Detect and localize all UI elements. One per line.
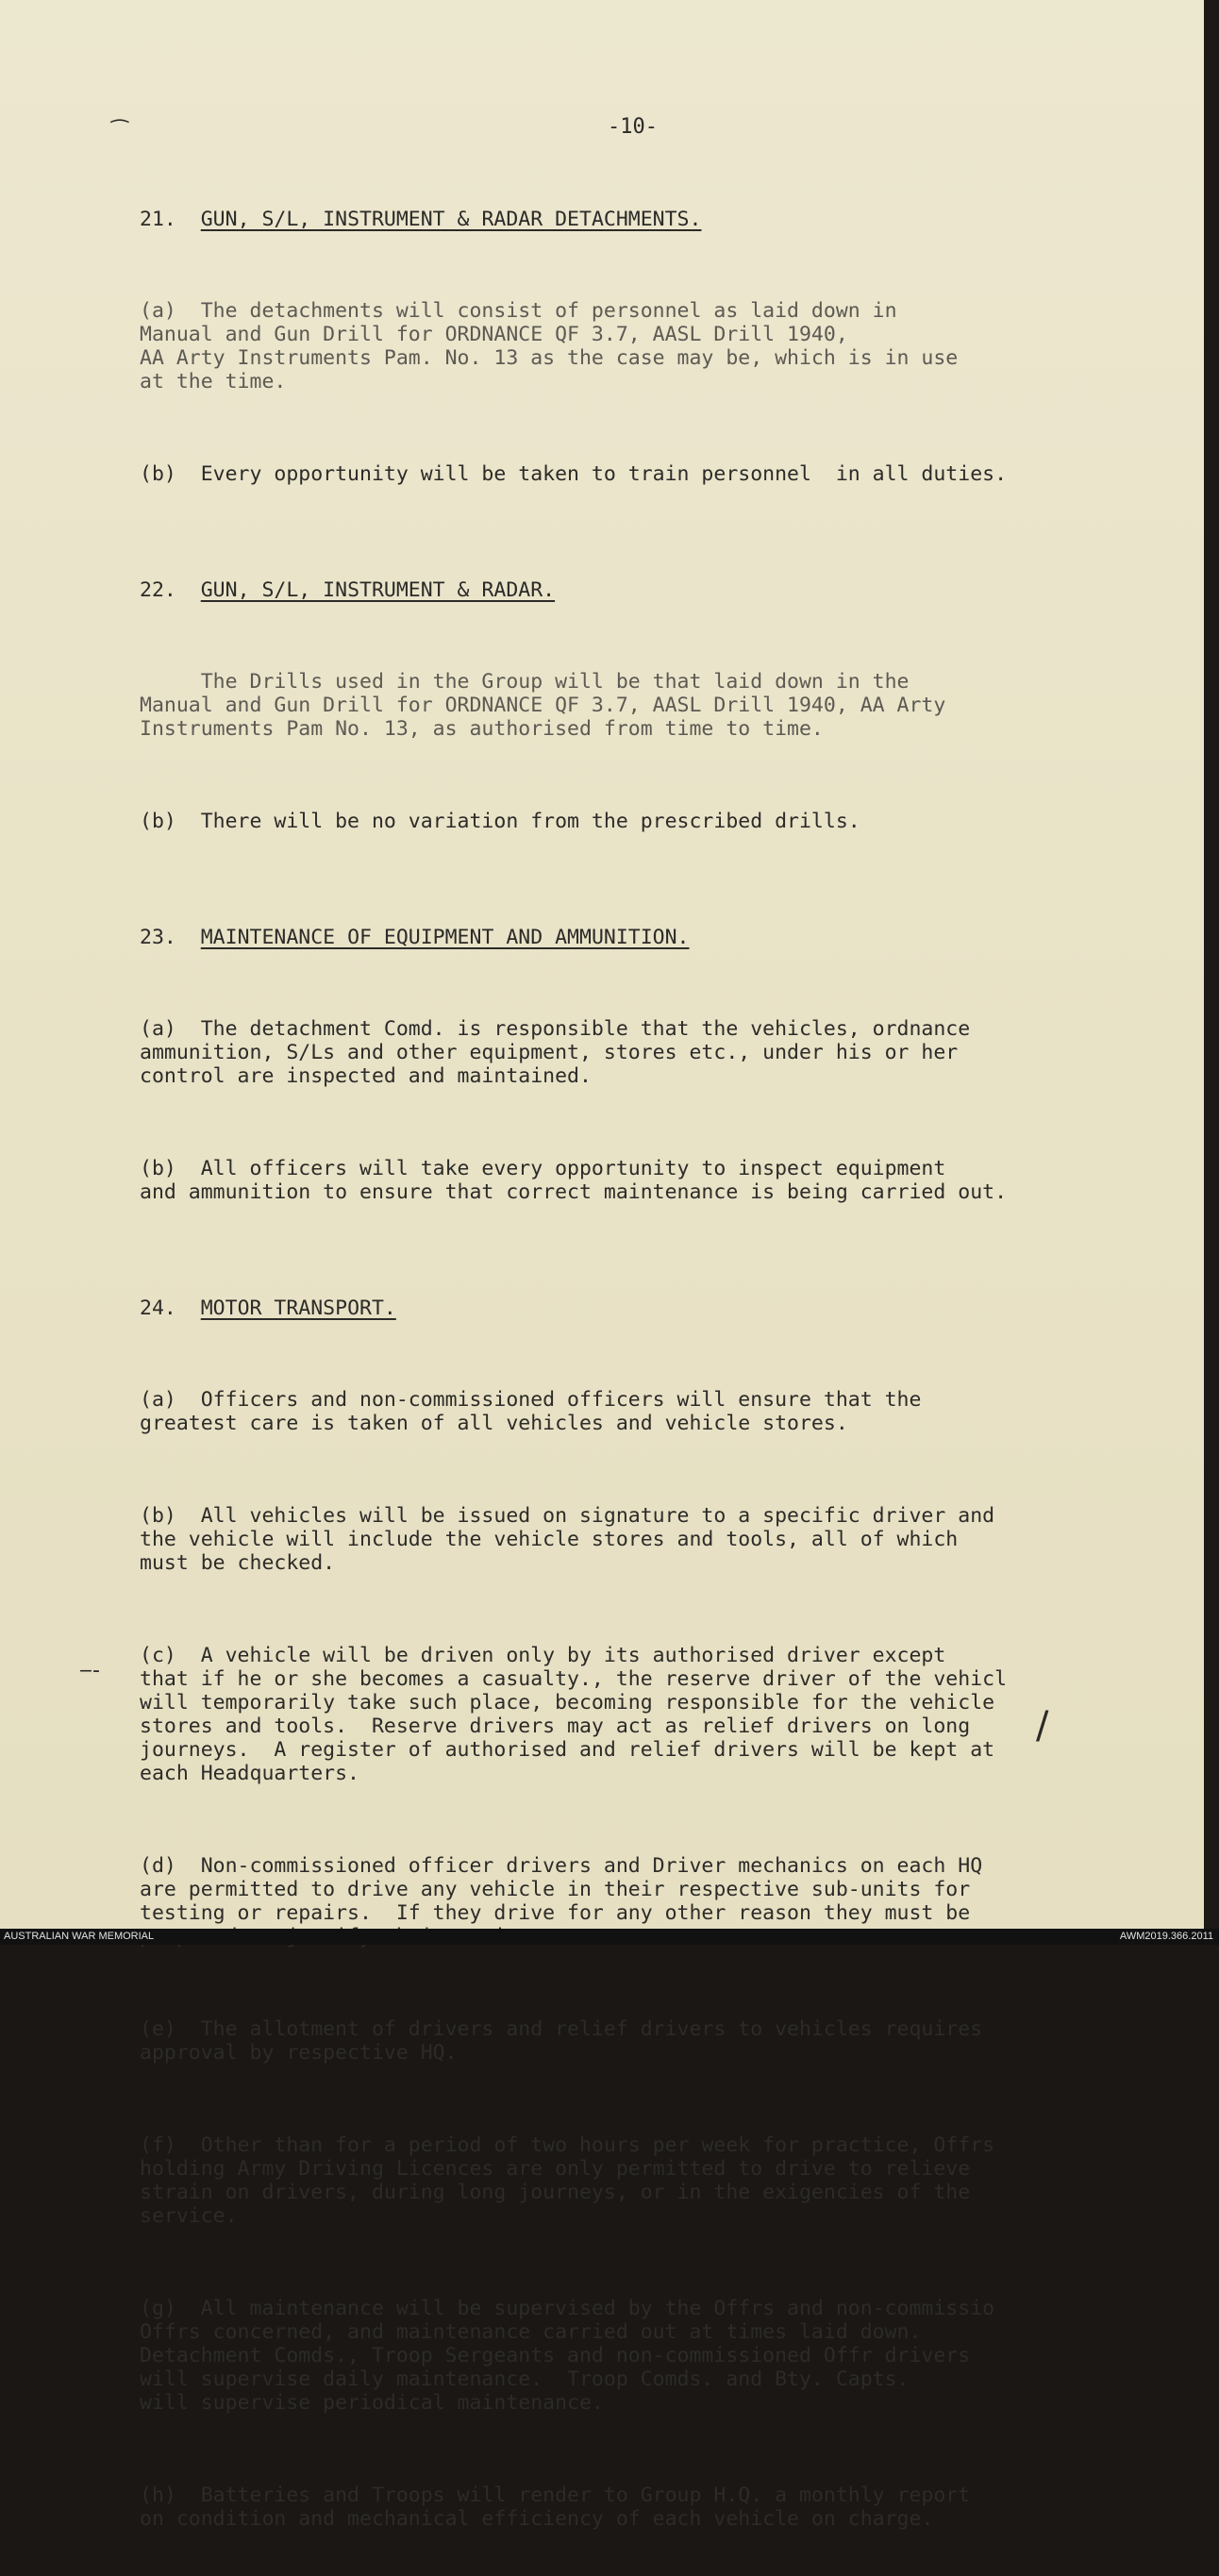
section-24-paragraph-h: (h) Batteries and Troops will render to Group H.Q. a monthly report on condition and mechanical efficiency of each vehicle on charge. bbox=[140, 2484, 971, 2531]
section-23-title: MAINTENANCE OF EQUIPMENT AND AMMUNITION. bbox=[200, 926, 690, 949]
section-23-paragraph-b: (b) All officers will take every opportunity to inspect equipment and ammunition to ensure that correct maintenance is being carried out. bbox=[140, 1157, 1008, 1204]
footer-accession-number: AWM2019.366.2011 bbox=[1119, 1931, 1213, 1942]
section-24-paragraph-f: (f) Other than for a period of two hours per week for practice, Offrs holding Army Driving Licences are only permitted to drive to relieve strain on drivers, during long journeys, or in the exigencies of the service. bbox=[140, 2133, 995, 2228]
section-24-paragraph-b: (b) All vehicles will be issued on signature to a specific driver and the vehicle will include the vehicle stores and tools, all of which must be checked. bbox=[140, 1504, 995, 1575]
scan-border bbox=[1204, 0, 1219, 1929]
section-22-heading bbox=[140, 578, 1110, 602]
section-24-paragraph-g: (g) All maintenance will be supervised by the Offrs and non-commissio Offrs concerned, and maintenance carried out at times laid down. Detachment Comds., Troop Sergeants and non-commissioned Offr drivers will supervise daily maintenance. Troop Comds. and Bty. Capts. will supervise periodical maintenance. bbox=[140, 2297, 995, 2415]
section-22-title: GUN, S/L, INSTRUMENT & RADAR. bbox=[200, 578, 556, 602]
document-body bbox=[140, 160, 1110, 2576]
section-23-paragraph-a: (a) The detachment Comd. is responsible that the vehicles, ordnance ammunition, S/Ls and other equipment, stores etc., under his or her control are inspected and maintained. bbox=[140, 1017, 971, 1088]
page-number: -10- bbox=[608, 115, 658, 139]
archive-footer-bar bbox=[0, 1929, 1219, 1945]
section-24-paragraph-a: (a) Officers and non-commissioned officers will ensure that the greatest care is taken of all vehicles and vehicle stores. bbox=[140, 1388, 922, 1435]
section-21-number: 21. bbox=[140, 208, 176, 231]
pencil-stroke-mark: / bbox=[1036, 1704, 1049, 1748]
section-23-heading bbox=[140, 926, 1110, 949]
section-21-paragraph-a: (a) The detachments will consist of personnel as laid down in Manual and Gun Drill for ORDNANCE QF 3.7, AASL Drill 1940, AA Arty Instruments Pam. No. 13 as the case may be, which is in use at the time. bbox=[140, 299, 959, 393]
section-24-paragraph-d: (d) Non-commissioned officer drivers and Driver mechanics on each HQ are permitted to drive any vehicle in their respective sub-units for testing or repairs. If they drive for any other reason they must be bbox=[140, 1854, 983, 1925]
section-21-heading bbox=[140, 208, 1110, 231]
section-24-number: 24. bbox=[140, 1296, 176, 1320]
footer-institution-label: AUSTRALIAN WAR MEMORIAL bbox=[4, 1931, 155, 1942]
section-24-paragraph-e: (e) The allotment of drivers and relief drivers to vehicles requires approval by respective HQ. bbox=[140, 2017, 983, 2065]
section-22-paragraph-1: The Drills used in the Group will be that laid down in the Manual and Gun Drill for ORDNANCE QF 3.7, AASL Drill 1940, AA Arty Instruments Pam No. 13, as authorised from time to time. bbox=[140, 670, 946, 741]
section-22-paragraph-b: (b) There will be no variation from the prescribed drills. bbox=[140, 810, 860, 833]
section-23-number: 23. bbox=[140, 926, 176, 949]
section-24-heading bbox=[140, 1296, 1110, 1320]
section-21-title: GUN, S/L, INSTRUMENT & RADAR DETACHMENTS. bbox=[200, 208, 702, 231]
section-24-title: MOTOR TRANSPORT. bbox=[200, 1296, 396, 1320]
section-24-paragraph-c: (c) A vehicle will be driven only by its authorised driver except that if he or she becomes a casualty., the reserve driver of the vehicl will temporarily take such place, becoming responsible for the vehicle stores and tools. Reserve drivers may act as relief drivers on long journeys. A register of authorised and relief drivers will be kept at each Headquarters. bbox=[140, 1644, 1008, 1785]
margin-dash-mark: ‒‐ bbox=[79, 1659, 100, 1682]
margin-tick-mark: ⁀ bbox=[111, 121, 128, 144]
section-22-number: 22. bbox=[140, 578, 176, 602]
section-21-paragraph-b: (b) Every opportunity will be taken to train personnel in all duties. bbox=[140, 462, 1008, 486]
